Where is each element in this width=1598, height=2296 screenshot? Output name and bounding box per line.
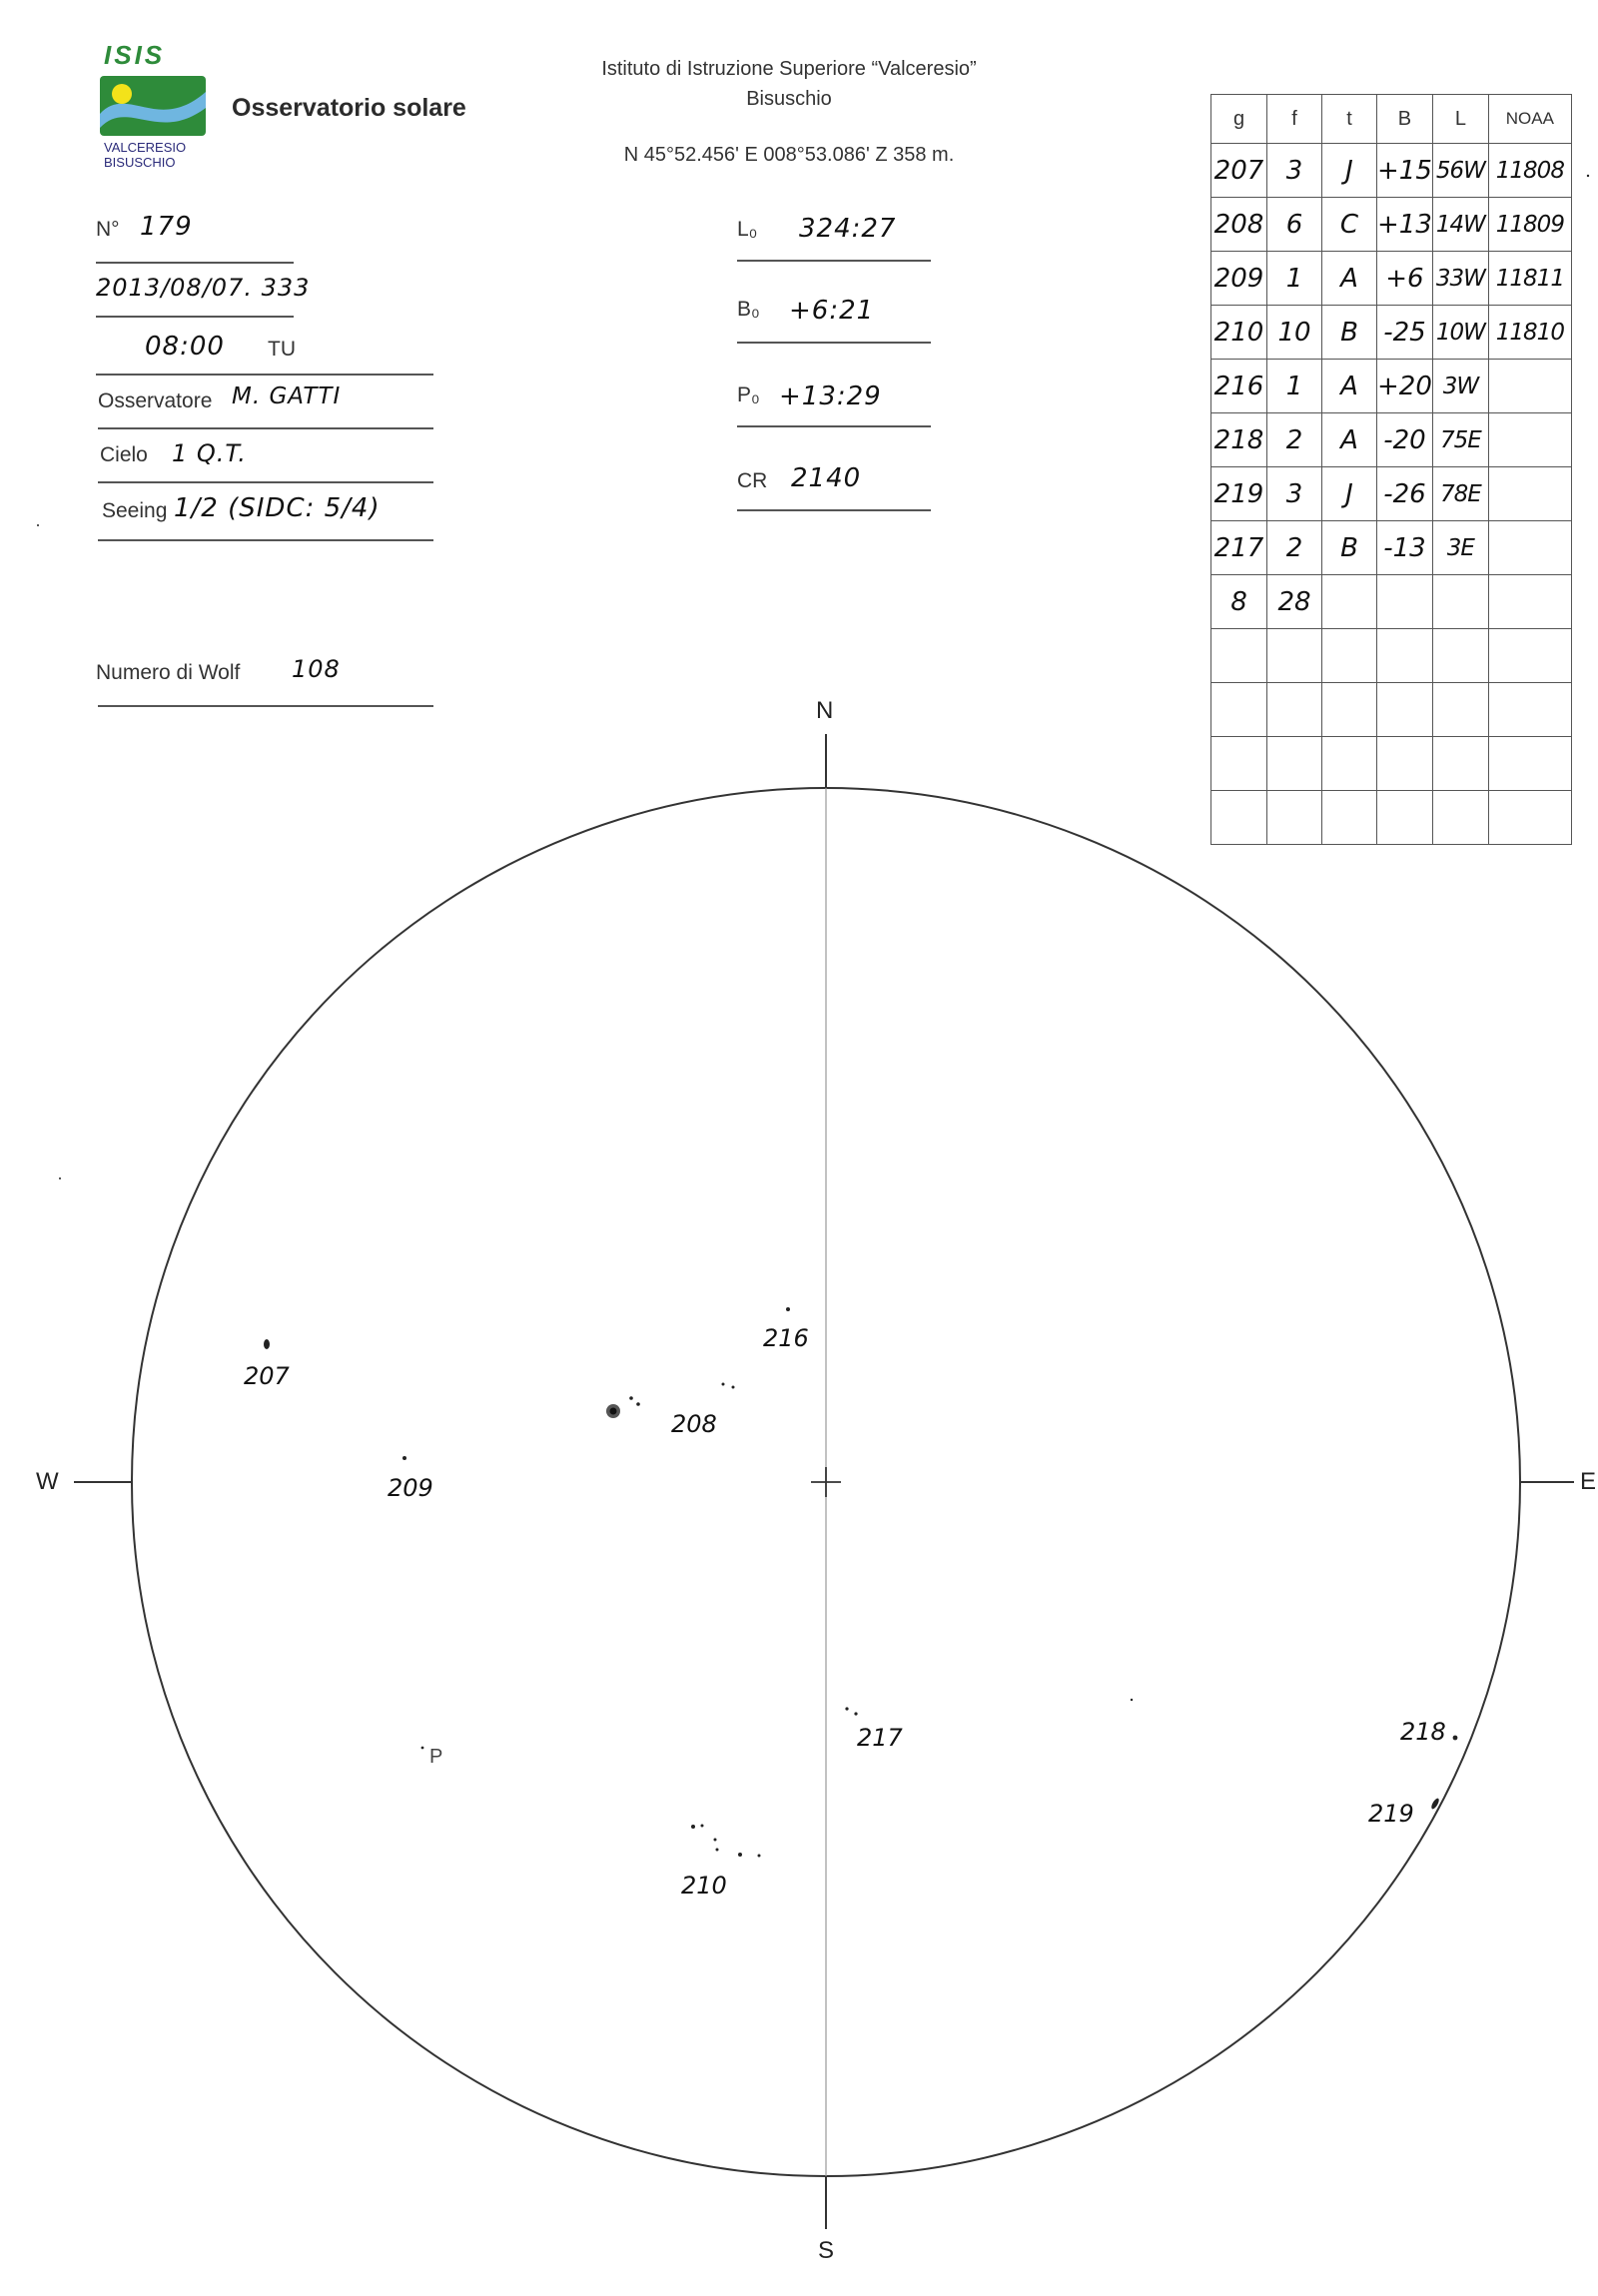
observer-value: M. GATTI bbox=[232, 383, 342, 409]
spot-217-b bbox=[854, 1712, 857, 1715]
wolf-label: Numero di Wolf bbox=[96, 661, 241, 684]
header-t: t bbox=[1322, 95, 1377, 144]
north-label: N bbox=[816, 697, 834, 724]
cell-b: +13 bbox=[1377, 198, 1433, 252]
cell-f: 3 bbox=[1267, 144, 1322, 198]
spot-218 bbox=[1453, 1736, 1458, 1741]
cell-l: 75E bbox=[1432, 413, 1488, 467]
cell-t: A bbox=[1322, 252, 1377, 306]
time-value: 08:00 bbox=[145, 332, 225, 362]
cell-f: 1 bbox=[1267, 360, 1322, 413]
p0-value: +13:29 bbox=[779, 382, 882, 411]
cell-b: +6 bbox=[1377, 252, 1433, 306]
sky-label: Cielo bbox=[100, 443, 148, 466]
cell-f: 2 bbox=[1267, 521, 1322, 575]
header-noaa: NOAA bbox=[1488, 95, 1571, 144]
group-label-208: 208 bbox=[671, 1410, 717, 1438]
cell-b: -25 bbox=[1377, 306, 1433, 360]
pole-label: P bbox=[429, 1746, 443, 1768]
spot-210-c bbox=[714, 1839, 717, 1842]
seeing-value: 1/2 (SIDC: 5/4) bbox=[174, 493, 381, 523]
spot-210-b bbox=[701, 1825, 704, 1828]
cell-g: 218 bbox=[1211, 413, 1267, 467]
header-g: g bbox=[1211, 95, 1267, 144]
cell-f: 1 bbox=[1267, 252, 1322, 306]
cell-t: A bbox=[1322, 360, 1377, 413]
cell-g: 210 bbox=[1211, 306, 1267, 360]
p0-label: P₀ bbox=[737, 383, 760, 406]
cr-value: 2140 bbox=[791, 463, 862, 493]
number-value: 179 bbox=[140, 212, 193, 242]
logo-line-2: BISUSCHIO bbox=[104, 155, 176, 170]
west-label: W bbox=[36, 1468, 59, 1495]
header-b: B bbox=[1377, 95, 1433, 144]
cell-noaa: 11811 bbox=[1488, 252, 1571, 306]
header-l: L bbox=[1432, 95, 1488, 144]
spot-210-d bbox=[716, 1849, 719, 1852]
date-value: 2013/08/07. 333 bbox=[96, 274, 311, 302]
group-label-209: 209 bbox=[388, 1474, 433, 1502]
cell-l: 56W bbox=[1432, 144, 1488, 198]
sky-value: 1 Q.T. bbox=[172, 439, 247, 467]
spot-210-e bbox=[738, 1853, 742, 1857]
sunspots bbox=[37, 175, 1589, 1858]
cell-noaa: 11809 bbox=[1488, 198, 1571, 252]
cell-g: 207 bbox=[1211, 144, 1267, 198]
cell-b: +15 bbox=[1377, 144, 1433, 198]
cell-f: 6 bbox=[1267, 198, 1322, 252]
observatory-coordinates: N 45°52.456' E 008°53.086' Z 358 m. bbox=[623, 144, 955, 166]
spot-208-c bbox=[722, 1383, 725, 1386]
cell-b: -20 bbox=[1377, 413, 1433, 467]
header-f: f bbox=[1267, 95, 1322, 144]
cell-g: 208 bbox=[1211, 198, 1267, 252]
cr-label: CR bbox=[737, 469, 768, 492]
institute-town: Bisuschio bbox=[746, 88, 832, 110]
spot-217-a bbox=[845, 1707, 848, 1710]
spot-208-umbra bbox=[610, 1408, 617, 1415]
wolf-value: 108 bbox=[292, 655, 341, 683]
speck-1 bbox=[59, 1177, 61, 1179]
cell-t: B bbox=[1322, 306, 1377, 360]
spot-209 bbox=[402, 1456, 406, 1460]
cell-noaa: 11810 bbox=[1488, 306, 1571, 360]
spot-207 bbox=[264, 1339, 270, 1349]
group-label-207: 207 bbox=[244, 1362, 290, 1390]
b0-value: +6:21 bbox=[789, 296, 875, 326]
cell-l: 33W bbox=[1432, 252, 1488, 306]
l0-value: 324:27 bbox=[799, 214, 897, 244]
pole-dot bbox=[421, 1747, 424, 1750]
cell-l: 14W bbox=[1432, 198, 1488, 252]
spot-stray bbox=[1131, 1699, 1133, 1701]
speck-2 bbox=[37, 524, 39, 526]
cell-l: 3E bbox=[1432, 521, 1488, 575]
observatory-title: Osservatorio solare bbox=[232, 94, 466, 122]
spot-208-d bbox=[732, 1386, 735, 1389]
cell-f: 2 bbox=[1267, 413, 1322, 467]
logo-line-1: VALCERESIO bbox=[104, 140, 187, 155]
spot-216 bbox=[786, 1307, 790, 1311]
group-label-219: 219 bbox=[1368, 1800, 1414, 1828]
group-label-216: 216 bbox=[763, 1324, 809, 1352]
spot-210-a bbox=[691, 1825, 695, 1829]
cell-l: 3W bbox=[1432, 360, 1488, 413]
speck-3 bbox=[1587, 175, 1589, 177]
cell-b: -13 bbox=[1377, 521, 1433, 575]
group-label-217: 217 bbox=[857, 1724, 903, 1752]
cell-f: 28 bbox=[1267, 575, 1322, 629]
observer-label: Osservatore bbox=[98, 389, 213, 412]
spot-208-a bbox=[629, 1396, 633, 1400]
number-label: N° bbox=[96, 218, 120, 241]
cell-g: 8 bbox=[1211, 575, 1267, 629]
cell-noaa: 11808 bbox=[1488, 144, 1571, 198]
cell-b: +20 bbox=[1377, 360, 1433, 413]
cell-l: 78E bbox=[1432, 467, 1488, 521]
south-label: S bbox=[818, 2237, 835, 2264]
east-label: E bbox=[1580, 1468, 1597, 1495]
cell-f: 3 bbox=[1267, 467, 1322, 521]
institute-name: Istituto di Istruzione Superiore “Valceresio” bbox=[601, 58, 977, 80]
cell-g: 217 bbox=[1211, 521, 1267, 575]
seeing-label: Seeing bbox=[102, 499, 168, 522]
cell-t: J bbox=[1322, 467, 1377, 521]
cell-t: A bbox=[1322, 413, 1377, 467]
cell-t: J bbox=[1322, 144, 1377, 198]
spot-208-b bbox=[636, 1402, 640, 1406]
b0-label: B₀ bbox=[737, 298, 760, 321]
group-label-210: 210 bbox=[681, 1872, 727, 1900]
logo-isis-text: ISIS bbox=[104, 40, 166, 70]
spot-210-f bbox=[758, 1855, 761, 1858]
cell-g: 219 bbox=[1211, 467, 1267, 521]
group-label-218: 218 bbox=[1400, 1718, 1446, 1746]
cell-g: 209 bbox=[1211, 252, 1267, 306]
cell-g: 216 bbox=[1211, 360, 1267, 413]
time-unit: TU bbox=[268, 338, 296, 361]
cell-l: 10W bbox=[1432, 306, 1488, 360]
cell-b: -26 bbox=[1377, 467, 1433, 521]
l0-label: L₀ bbox=[737, 218, 758, 241]
cell-t: B bbox=[1322, 521, 1377, 575]
cell-t: C bbox=[1322, 198, 1377, 252]
cell-f: 10 bbox=[1267, 306, 1322, 360]
